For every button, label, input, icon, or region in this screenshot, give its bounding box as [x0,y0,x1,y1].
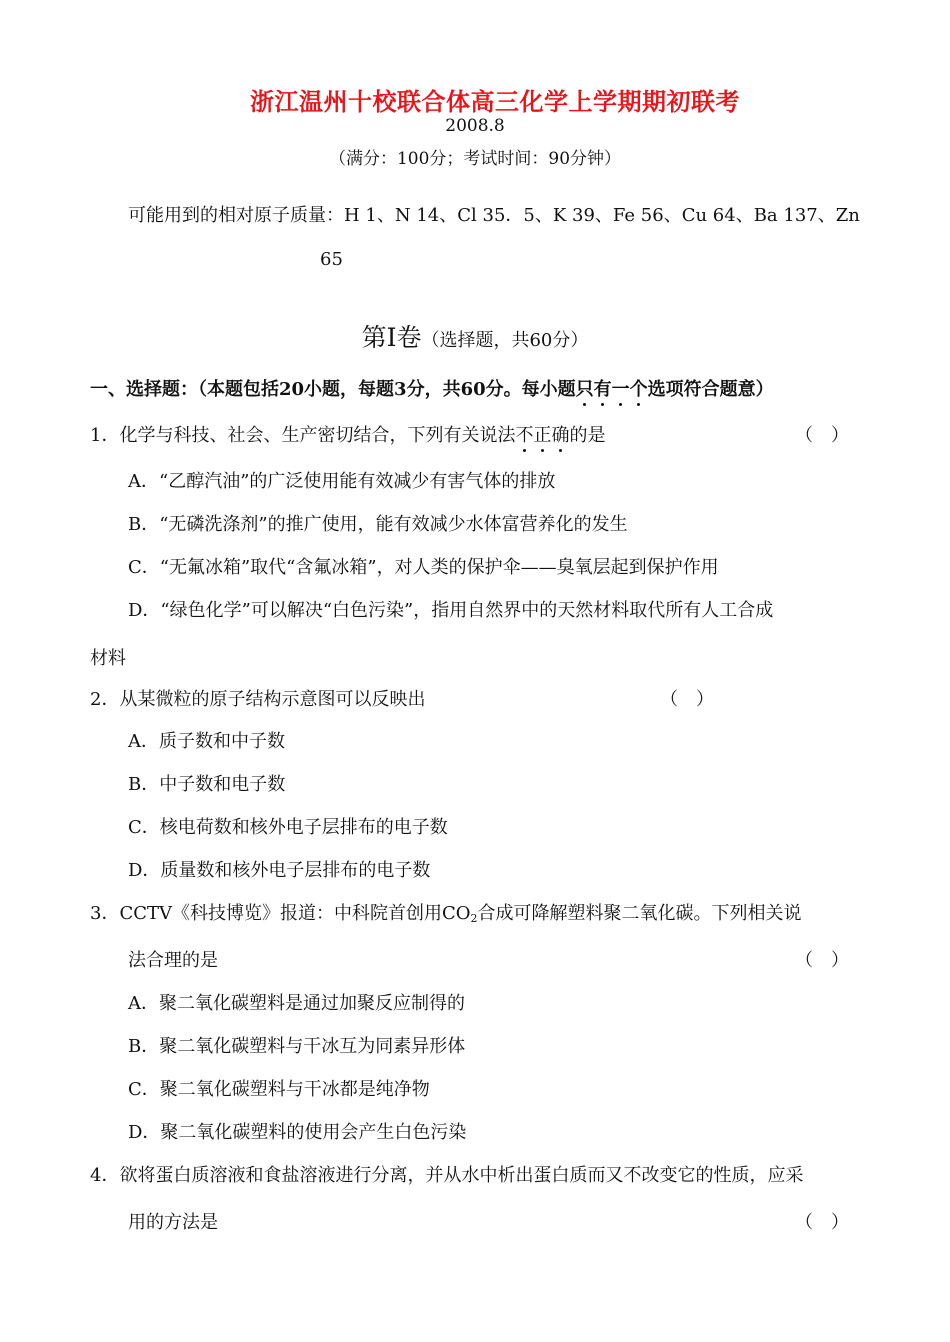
question-4-stem-cont: 用的方法是 [128,1212,218,1233]
subscript: 2 [470,912,478,925]
question-4-stem: 4．欲将蛋白质溶液和食盐溶液进行分离，并从水中析出蛋白质而又不改变它的性质，应采 [90,1165,804,1186]
instruction-post: 选项符合题意） [647,379,774,400]
q3-option-c: C．聚二氧化碳塑料与干冰都是纯净物 [128,1079,430,1100]
answer-blank[interactable]: （ ） [795,425,849,446]
q1-option-b: B．“无磷洗涤剂”的推广使用，能有效减少水体富营养化的发生 [128,514,628,535]
score-info: （满分：100分；考试时间：90分钟） [328,149,622,169]
answer-blank[interactable]: （ ） [795,1212,849,1233]
q3-stem-pre: 3．CCTV《科技博览》报道：中科院首创用CO [90,903,471,924]
answer-blank[interactable]: （ ） [660,689,714,710]
section-title-main: 第Ⅰ卷 [361,323,422,352]
q3-option-b: B．聚二氧化碳塑料与干冰互为同素异形体 [128,1036,466,1057]
instruction-pre: 一、选择题：（本题包括20小题，每题3分，共60分。每小题 [90,379,576,400]
emphasis-char: 正 [533,425,552,446]
question-3-stem [90,899,802,925]
atomic-mass-line2: 65 [320,249,343,270]
emphasis-char: 确 [551,425,570,446]
answer-blank[interactable]: （ ） [795,950,849,971]
q3-option-d: D．聚二氧化碳塑料的使用会产生白色污染 [128,1122,467,1143]
q3-stem-post: 合成可降解塑料聚二氧化碳。下列相关说 [477,903,802,924]
question-1-stem [90,421,605,447]
q2-option-c: C．核电荷数和核外电子层排布的电子数 [128,817,448,838]
emphasis-char: 一 [611,379,630,400]
section-instruction [90,375,774,401]
exam-date: 2008.8 [445,116,505,136]
section-title-sub: （选择题，共60分） [421,330,589,351]
q3-option-a: A．聚二氧化碳塑料是通过加聚反应制得的 [128,993,465,1014]
exam-title: 浙江温州十校联合体高三化学上学期期初联考 [250,87,740,116]
q1-stem-post: 的是 [569,425,606,446]
q1-option-a: A．“乙醇汽油”的广泛使用能有效减少有害气体的排放 [128,471,556,492]
emphasis-char: 有 [593,379,612,400]
q2-option-d: D．质量数和核外电子层排布的电子数 [128,860,431,881]
q1-option-d-wrap: 材料 [90,648,126,669]
section-title [0,318,950,354]
emphasis-char: 不 [515,425,534,446]
q1-option-d: D．“绿色化学”可以解决“白色污染”，指用自然界中的天然材料取代所有人工合成 [128,600,774,621]
q2-option-a: A．质子数和中子数 [128,731,285,752]
atomic-mass-line1: 可能用到的相对原子质量：H 1、N 14、Cl 35．5、K 39、Fe 56、Cu 64、Ba 137、Zn [128,205,860,226]
question-3-stem-cont: 法合理的是 [128,950,218,971]
q2-option-b: B．中子数和电子数 [128,774,286,795]
q1-stem-pre: 1．化学与科技、社会、生产密切结合，下列有关说法 [90,425,516,446]
emphasis-char: 只 [575,379,594,400]
q1-option-c: C．“无氟冰箱”取代“含氟冰箱”，对人类的保护伞——臭氧层起到保护作用 [128,557,719,578]
question-2-stem: 2．从某微粒的原子结构示意图可以反映出 [90,689,426,710]
emphasis-char: 个 [629,379,648,400]
